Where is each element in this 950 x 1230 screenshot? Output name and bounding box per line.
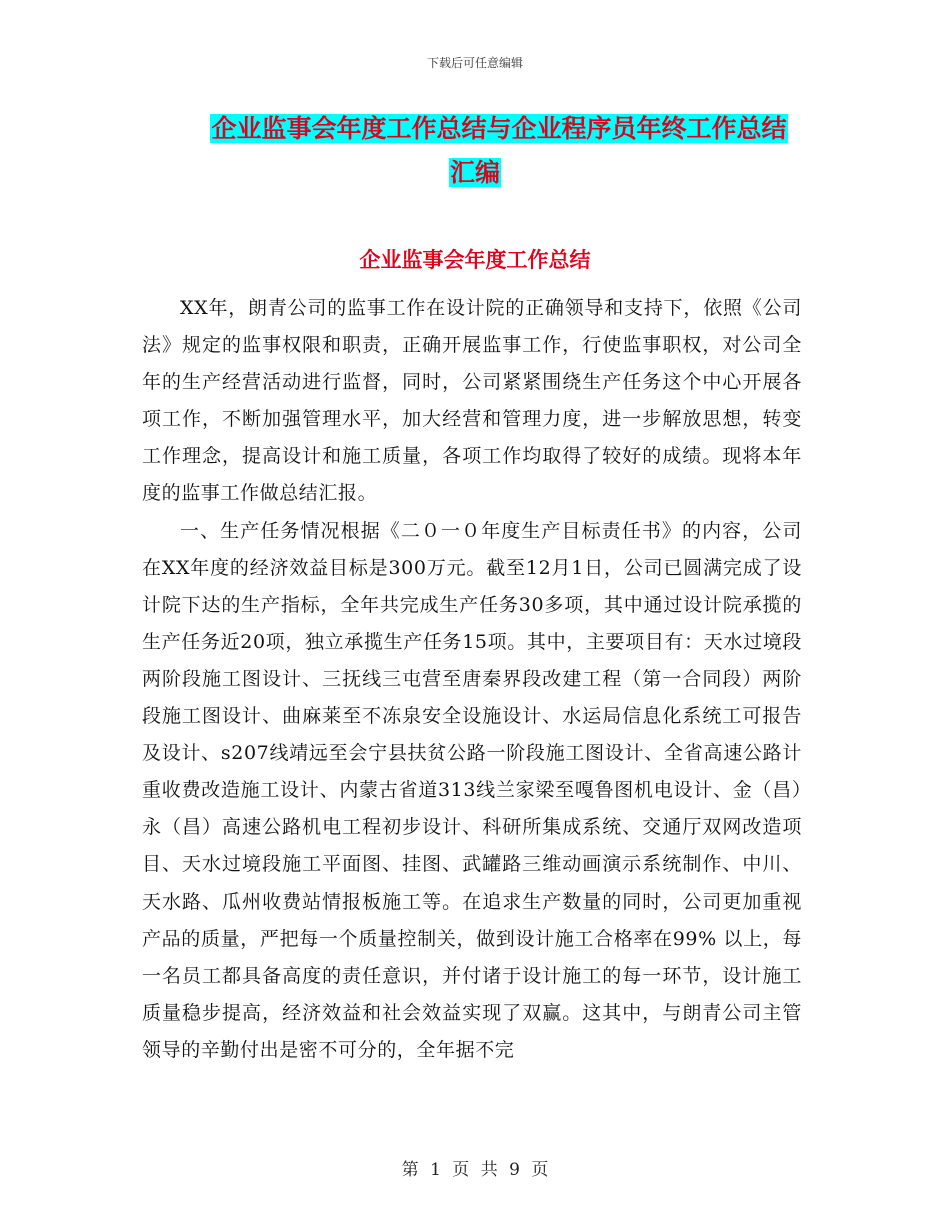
header-note: 下载后可任意编辑: [426, 56, 523, 70]
body-text: [142, 290, 802, 1069]
page-footer: 第 1 页 共 9 页: [401, 1160, 549, 1180]
section-title: 企业监事会年度工作总结: [359, 248, 591, 272]
document-title-text-2: 汇编: [449, 158, 500, 187]
paragraph-2: 一、生产任务情况根据《二０一０年度生产目标责任书》的内容，公司在XX年度的经济效益目标是300万元。截至12月1日，公司已圆满完成了设计院下达的生产指标，全年共完成生产任务30多项，其中通过设计院承揽的生产任务近20项，独立承揽生产任务15项。其中，主要项目有：天水过境段两阶段施工图设计、三抚线三屯营至唐秦界段改建工程（第一合同段）两阶段施工图设计、曲麻莱至不冻泉安全设施设计、水运局信息化系统工可报告及设计、s207线靖远至会宁县扶贫公路一阶段施工图设计、全省高速公路计重收费改造施工设计、内蒙古省道313线兰家梁至嘎鲁图机电设计、金（昌）永（昌）高速公路机电工程初步设计、科研所集成系统、交通厅双网改造项目、天水过境段施工平面图、挂图、武罐路三维动画演示系统制作、中川、天水路、瓜州收费站情报板施工等。在追求生产数量的同时，公司更加重视产品的质量，严把每一个质量控制关，做到设计施工合格率在99% 以上，每一名员工都具备高度的责任意识，并付诸于设计施工的每一环节，设计施工质量稳步提高，经济效益和社会效益实现了双赢。这其中，与朗青公司主管领导的辛勤付出是密不可分的，全年据不完: [142, 519, 802, 1061]
document-title-line-1: [0, 111, 950, 147]
document-title-line-2: [0, 155, 950, 191]
document-title-text-1: 企业监事会年度工作总结与企业程序员年终工作总结: [211, 114, 787, 143]
paragraph-1: XX年，朗青公司的监事工作在设计院的正确领导和支持下，依照《公司法》规定的监事权限和职责，正确开展监事工作，行使监事职权，对公司全年的生产经营活动进行监督，同时，公司紧紧围绕生产任务这个中心开展各项工作，不断加强管理水平，加大经营和管理力度，进一步解放思想，转变工作理念，提高设计和施工质量，各项工作均取得了较好的成绩。现将本年度的监事工作做总结汇报。: [142, 297, 802, 505]
